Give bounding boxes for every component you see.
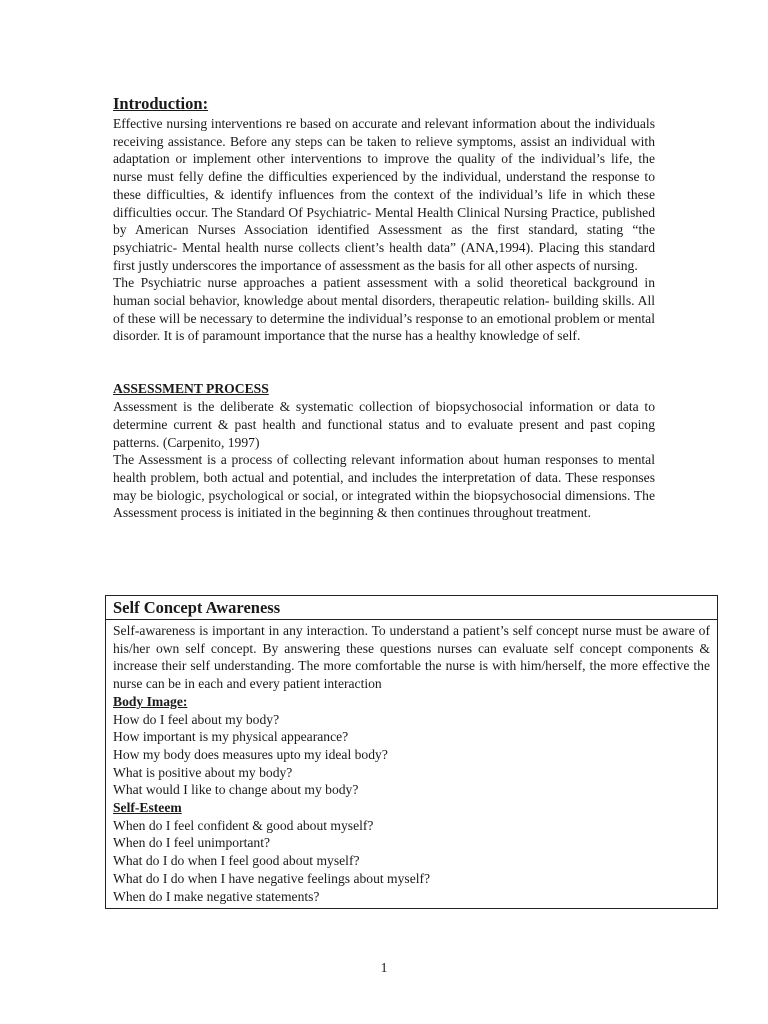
introduction-paragraph-2: The Psychiatric nurse approaches a patient assessment with a solid theoretical background in human social behavior, knowledge about mental disorders, therapeutic relation- building skills. All of these will be necessary to determine the individual’s response to an emotional problem or mental disorder. It is of paramount importance that the nurse has a healthy knowledge of self. (113, 275, 655, 344)
body-image-question: What is positive about my body? (113, 764, 293, 780)
self-esteem-question: When do I feel confident & good about myself? (113, 817, 374, 833)
page-number: 1 (380, 960, 388, 975)
self-esteem-question: What do I do when I feel good about myself? (113, 853, 360, 869)
self-concept-awareness-box (105, 595, 718, 909)
self-esteem-question: When do I make negative statements? (113, 888, 320, 904)
body-image-question: How do I feel about my body? (113, 711, 280, 727)
document-page (113, 94, 655, 522)
body-image-question: What would I like to change about my body? (113, 782, 359, 798)
assessment-process-heading: ASSESSMENT PROCESS (113, 381, 269, 397)
self-esteem-question: What do I do when I have negative feelings about myself? (113, 870, 431, 886)
introduction-heading-text: Introduction (113, 94, 203, 113)
introduction-heading (113, 94, 655, 114)
assessment-paragraph-2: The Assessment is a process of collecting relevant information about human responses to mental health problem, both actual and potential, and includes the interpretation of data. These responses may be biologic, psychological or social, or integrated within the biopsychosocial dimensions. The Assessment process is initiated in the beginning & then continues throughout treatment. (113, 452, 655, 521)
introduction-heading-colon: : (202, 94, 209, 113)
body-image-heading: Body Image: (113, 693, 188, 709)
introduction-paragraph-1: Effective nursing interventions re based on accurate and relevant information about the individuals receiving assistance. Before any steps can be taken to relieve symptoms, assist an individual with adaptation or implement other interventions to improve the quality of the individual’s life, the nurse must felly define the difficulties experienced by the individual, understand the response to these difficulties, & identify influences from the context of the individual’s life in which these difficulties occur. The Standard Of Psychiatric- Mental Health Clinical Nursing Practice, published by American Nurses Association identified Assessment as the first standard, stating “the psychiatric- Mental health nurse collects client’s health data” (ANA,1994). Placing this standard first justly underscores the importance of assessment as the basis for all other aspects of nursing. (113, 116, 655, 273)
self-esteem-heading: Self-Esteem (113, 800, 182, 816)
self-concept-body (106, 620, 717, 908)
self-concept-intro: Self-awareness is important in any interaction. To understand a patient’s self concept nurse must be aware of his/her own self concept. By answering these questions nurses can evaluate self concept components & increase their self understanding. The more comfortable the nurse is with him/herself, the more effective the nurse can be in each and every patient interaction (113, 623, 710, 692)
self-esteem-question: When do I feel unimportant? (113, 835, 271, 851)
body-image-question: How important is my physical appearance? (113, 729, 349, 745)
assessment-paragraph-1: Assessment is the deliberate & systematic collection of biopsychosocial information or data to determine current & past health and functional status and to evaluate present and past coping patterns. (Carpenito, 1997) (113, 399, 655, 450)
self-concept-title: Self Concept Awareness (106, 596, 717, 620)
body-image-question: How my body does measures upto my ideal body? (113, 746, 388, 762)
